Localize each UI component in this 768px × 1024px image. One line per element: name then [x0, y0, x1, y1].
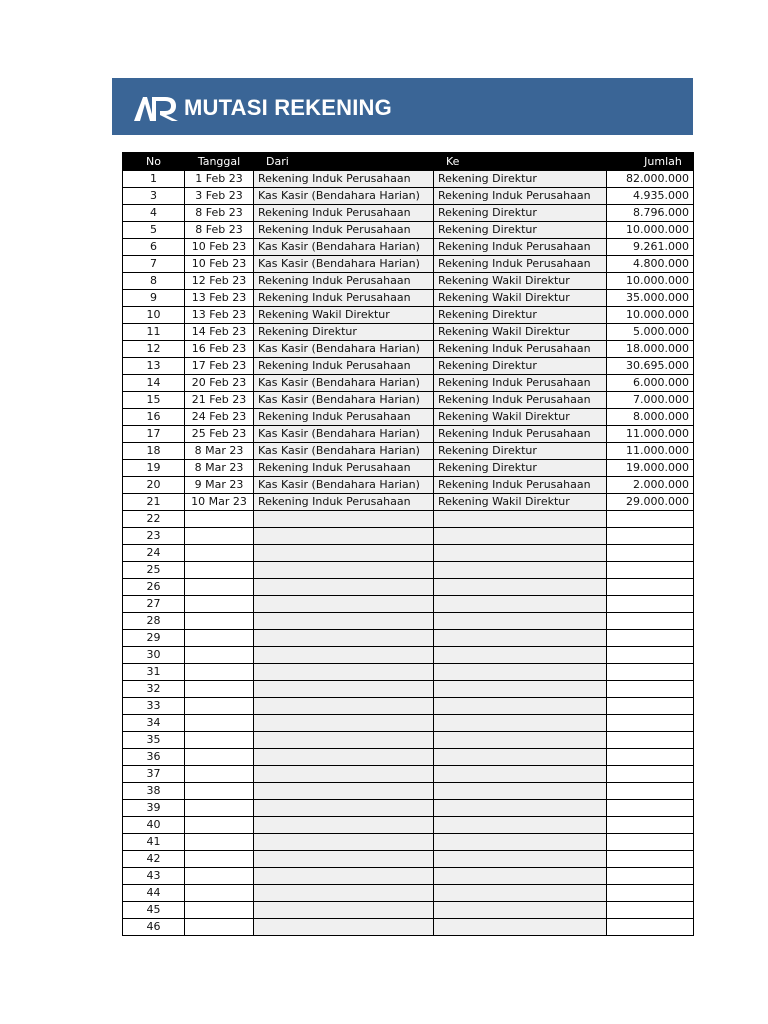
- cell-tanggal: 13 Feb 23: [185, 290, 254, 307]
- cell-ke: [434, 715, 607, 732]
- cell-dari: [254, 613, 434, 630]
- cell-ke: Rekening Direktur: [434, 307, 607, 324]
- cell-tanggal: 16 Feb 23: [185, 341, 254, 358]
- cell-tanggal: [185, 528, 254, 545]
- cell-jumlah: [607, 681, 694, 698]
- cell-jumlah: [607, 511, 694, 528]
- cell-tanggal: [185, 851, 254, 868]
- cell-dari: [254, 902, 434, 919]
- cell-no: 11: [123, 324, 185, 341]
- cell-dari: [254, 851, 434, 868]
- cell-no: 4: [123, 205, 185, 222]
- cell-no: 18: [123, 443, 185, 460]
- cell-jumlah: [607, 851, 694, 868]
- table-row: [123, 715, 694, 732]
- cell-tanggal: [185, 613, 254, 630]
- cell-tanggal: [185, 681, 254, 698]
- cell-ke: [434, 749, 607, 766]
- cell-ke: [434, 511, 607, 528]
- cell-tanggal: [185, 783, 254, 800]
- cell-no: 22: [123, 511, 185, 528]
- cell-tanggal: 3 Feb 23: [185, 188, 254, 205]
- cell-ke: [434, 885, 607, 902]
- cell-no: 37: [123, 766, 185, 783]
- cell-tanggal: [185, 885, 254, 902]
- cell-jumlah: 35.000.000: [607, 290, 694, 307]
- cell-jumlah: [607, 834, 694, 851]
- table-row: [123, 290, 694, 307]
- cell-ke: [434, 562, 607, 579]
- cell-tanggal: 8 Feb 23: [185, 222, 254, 239]
- cell-tanggal: 14 Feb 23: [185, 324, 254, 341]
- table-header-row: [123, 153, 694, 171]
- cell-tanggal: [185, 800, 254, 817]
- table-row: [123, 324, 694, 341]
- cell-dari: Rekening Induk Perusahaan: [254, 358, 434, 375]
- cell-tanggal: 9 Mar 23: [185, 477, 254, 494]
- cell-jumlah: 8.796.000: [607, 205, 694, 222]
- cell-dari: [254, 511, 434, 528]
- cell-jumlah: 11.000.000: [607, 426, 694, 443]
- cell-jumlah: 6.000.000: [607, 375, 694, 392]
- cell-dari: [254, 783, 434, 800]
- cell-tanggal: [185, 834, 254, 851]
- cell-no: 35: [123, 732, 185, 749]
- cell-ke: Rekening Induk Perusahaan: [434, 188, 607, 205]
- table-row: [123, 732, 694, 749]
- cell-tanggal: [185, 715, 254, 732]
- cell-no: 20: [123, 477, 185, 494]
- cell-jumlah: [607, 766, 694, 783]
- cell-dari: [254, 545, 434, 562]
- cell-jumlah: 8.000.000: [607, 409, 694, 426]
- table-row: [123, 766, 694, 783]
- ar-monogram-logo-icon: [132, 93, 180, 123]
- cell-no: 40: [123, 817, 185, 834]
- cell-tanggal: 1 Feb 23: [185, 171, 254, 188]
- cell-no: 41: [123, 834, 185, 851]
- cell-jumlah: [607, 885, 694, 902]
- cell-tanggal: [185, 630, 254, 647]
- cell-dari: Kas Kasir (Bendahara Harian): [254, 392, 434, 409]
- cell-no: 44: [123, 885, 185, 902]
- cell-no: 9: [123, 290, 185, 307]
- cell-jumlah: 4.800.000: [607, 256, 694, 273]
- cell-jumlah: [607, 868, 694, 885]
- cell-dari: Kas Kasir (Bendahara Harian): [254, 426, 434, 443]
- cell-tanggal: 20 Feb 23: [185, 375, 254, 392]
- cell-jumlah: 82.000.000: [607, 171, 694, 188]
- cell-jumlah: 29.000.000: [607, 494, 694, 511]
- cell-jumlah: [607, 732, 694, 749]
- cell-jumlah: 19.000.000: [607, 460, 694, 477]
- cell-no: 14: [123, 375, 185, 392]
- cell-jumlah: 10.000.000: [607, 222, 694, 239]
- cell-ke: Rekening Direktur: [434, 222, 607, 239]
- cell-no: 13: [123, 358, 185, 375]
- table-row: [123, 562, 694, 579]
- cell-ke: Rekening Induk Perusahaan: [434, 341, 607, 358]
- cell-jumlah: [607, 749, 694, 766]
- cell-jumlah: [607, 800, 694, 817]
- cell-no: 39: [123, 800, 185, 817]
- cell-tanggal: 8 Mar 23: [185, 443, 254, 460]
- table-row: [123, 358, 694, 375]
- cell-ke: [434, 902, 607, 919]
- cell-tanggal: [185, 596, 254, 613]
- cell-dari: [254, 562, 434, 579]
- table-row: [123, 528, 694, 545]
- cell-no: 16: [123, 409, 185, 426]
- cell-jumlah: 2.000.000: [607, 477, 694, 494]
- cell-ke: [434, 647, 607, 664]
- cell-no: 19: [123, 460, 185, 477]
- cell-dari: Kas Kasir (Bendahara Harian): [254, 443, 434, 460]
- cell-tanggal: 17 Feb 23: [185, 358, 254, 375]
- table-row: [123, 205, 694, 222]
- table-row: [123, 749, 694, 766]
- cell-dari: Kas Kasir (Bendahara Harian): [254, 239, 434, 256]
- cell-jumlah: [607, 613, 694, 630]
- cell-no: 10: [123, 307, 185, 324]
- table-row: [123, 188, 694, 205]
- cell-jumlah: 18.000.000: [607, 341, 694, 358]
- cell-dari: Rekening Induk Perusahaan: [254, 290, 434, 307]
- table-row: [123, 239, 694, 256]
- table-row: [123, 477, 694, 494]
- cell-jumlah: [607, 715, 694, 732]
- cell-tanggal: [185, 647, 254, 664]
- table-row: [123, 800, 694, 817]
- cell-tanggal: 10 Feb 23: [185, 239, 254, 256]
- cell-dari: Kas Kasir (Bendahara Harian): [254, 341, 434, 358]
- cell-dari: [254, 596, 434, 613]
- cell-dari: Rekening Induk Perusahaan: [254, 460, 434, 477]
- column-header-jumlah: Jumlah: [607, 153, 694, 171]
- cell-ke: [434, 698, 607, 715]
- cell-jumlah: [607, 596, 694, 613]
- cell-tanggal: [185, 511, 254, 528]
- cell-ke: [434, 783, 607, 800]
- cell-no: 5: [123, 222, 185, 239]
- cell-tanggal: 25 Feb 23: [185, 426, 254, 443]
- cell-no: 1: [123, 171, 185, 188]
- table-row: [123, 341, 694, 358]
- cell-no: 36: [123, 749, 185, 766]
- cell-ke: Rekening Wakil Direktur: [434, 273, 607, 290]
- table-row: [123, 545, 694, 562]
- table-row: [123, 885, 694, 902]
- table-row: [123, 494, 694, 511]
- cell-tanggal: [185, 579, 254, 596]
- cell-ke: Rekening Direktur: [434, 358, 607, 375]
- cell-dari: Kas Kasir (Bendahara Harian): [254, 375, 434, 392]
- cell-ke: Rekening Wakil Direktur: [434, 409, 607, 426]
- cell-no: 30: [123, 647, 185, 664]
- table-row: [123, 647, 694, 664]
- cell-tanggal: [185, 749, 254, 766]
- column-header-dari: Dari: [254, 153, 434, 171]
- cell-ke: Rekening Direktur: [434, 443, 607, 460]
- cell-no: 6: [123, 239, 185, 256]
- cell-jumlah: 4.935.000: [607, 188, 694, 205]
- table-row: [123, 409, 694, 426]
- cell-tanggal: [185, 664, 254, 681]
- table-row: [123, 613, 694, 630]
- cell-ke: [434, 613, 607, 630]
- cell-no: 33: [123, 698, 185, 715]
- cell-ke: Rekening Direktur: [434, 205, 607, 222]
- cell-jumlah: [607, 579, 694, 596]
- cell-dari: [254, 528, 434, 545]
- cell-jumlah: [607, 630, 694, 647]
- cell-no: 17: [123, 426, 185, 443]
- cell-tanggal: 13 Feb 23: [185, 307, 254, 324]
- cell-tanggal: [185, 919, 254, 936]
- mutasi-table: [122, 152, 694, 936]
- page-title: MUTASI REKENING: [184, 94, 392, 120]
- cell-no: 38: [123, 783, 185, 800]
- table-body: [123, 171, 694, 936]
- cell-ke: [434, 800, 607, 817]
- table-row: [123, 307, 694, 324]
- cell-tanggal: 8 Mar 23: [185, 460, 254, 477]
- cell-ke: Rekening Induk Perusahaan: [434, 375, 607, 392]
- cell-jumlah: 30.695.000: [607, 358, 694, 375]
- cell-dari: [254, 630, 434, 647]
- cell-ke: Rekening Wakil Direktur: [434, 494, 607, 511]
- cell-tanggal: [185, 817, 254, 834]
- cell-ke: Rekening Induk Perusahaan: [434, 256, 607, 273]
- cell-dari: Rekening Induk Perusahaan: [254, 205, 434, 222]
- cell-tanggal: [185, 545, 254, 562]
- cell-tanggal: 12 Feb 23: [185, 273, 254, 290]
- cell-no: 25: [123, 562, 185, 579]
- table-row: [123, 443, 694, 460]
- cell-dari: Rekening Induk Perusahaan: [254, 171, 434, 188]
- cell-jumlah: [607, 647, 694, 664]
- cell-ke: Rekening Direktur: [434, 460, 607, 477]
- table-row: [123, 273, 694, 290]
- cell-dari: Rekening Wakil Direktur: [254, 307, 434, 324]
- cell-dari: [254, 647, 434, 664]
- cell-ke: [434, 766, 607, 783]
- cell-no: 21: [123, 494, 185, 511]
- cell-no: 24: [123, 545, 185, 562]
- cell-no: 15: [123, 392, 185, 409]
- cell-tanggal: [185, 732, 254, 749]
- cell-ke: [434, 681, 607, 698]
- cell-dari: Kas Kasir (Bendahara Harian): [254, 256, 434, 273]
- cell-jumlah: 10.000.000: [607, 273, 694, 290]
- cell-no: 7: [123, 256, 185, 273]
- cell-ke: Rekening Induk Perusahaan: [434, 426, 607, 443]
- cell-tanggal: [185, 698, 254, 715]
- cell-dari: [254, 919, 434, 936]
- cell-ke: [434, 732, 607, 749]
- cell-jumlah: [607, 919, 694, 936]
- cell-dari: [254, 579, 434, 596]
- cell-tanggal: 8 Feb 23: [185, 205, 254, 222]
- table-row: [123, 511, 694, 528]
- cell-ke: Rekening Induk Perusahaan: [434, 392, 607, 409]
- column-header-tanggal: Tanggal: [185, 153, 254, 171]
- table-row: [123, 664, 694, 681]
- cell-dari: [254, 868, 434, 885]
- cell-tanggal: 24 Feb 23: [185, 409, 254, 426]
- table-row: [123, 681, 694, 698]
- cell-no: 28: [123, 613, 185, 630]
- cell-ke: [434, 545, 607, 562]
- cell-ke: [434, 919, 607, 936]
- cell-jumlah: 7.000.000: [607, 392, 694, 409]
- cell-dari: [254, 749, 434, 766]
- cell-dari: [254, 766, 434, 783]
- cell-ke: [434, 868, 607, 885]
- cell-jumlah: [607, 902, 694, 919]
- cell-no: 32: [123, 681, 185, 698]
- cell-jumlah: [607, 562, 694, 579]
- column-header-no: No: [123, 153, 185, 171]
- cell-ke: Rekening Wakil Direktur: [434, 290, 607, 307]
- cell-dari: Rekening Induk Perusahaan: [254, 494, 434, 511]
- table-row: [123, 902, 694, 919]
- cell-jumlah: 9.261.000: [607, 239, 694, 256]
- cell-dari: [254, 800, 434, 817]
- cell-no: 42: [123, 851, 185, 868]
- cell-ke: [434, 596, 607, 613]
- cell-jumlah: 11.000.000: [607, 443, 694, 460]
- cell-no: 29: [123, 630, 185, 647]
- cell-ke: Rekening Induk Perusahaan: [434, 477, 607, 494]
- cell-ke: [434, 579, 607, 596]
- cell-tanggal: 21 Feb 23: [185, 392, 254, 409]
- cell-no: 27: [123, 596, 185, 613]
- cell-jumlah: [607, 698, 694, 715]
- cell-jumlah: [607, 817, 694, 834]
- cell-dari: [254, 715, 434, 732]
- cell-no: 12: [123, 341, 185, 358]
- cell-jumlah: [607, 545, 694, 562]
- cell-jumlah: [607, 528, 694, 545]
- table-row: [123, 375, 694, 392]
- cell-ke: [434, 664, 607, 681]
- cell-no: 8: [123, 273, 185, 290]
- cell-jumlah: [607, 664, 694, 681]
- cell-ke: [434, 528, 607, 545]
- table-row: [123, 460, 694, 477]
- table-row: [123, 834, 694, 851]
- cell-no: 23: [123, 528, 185, 545]
- table-row: [123, 392, 694, 409]
- cell-dari: Kas Kasir (Bendahara Harian): [254, 477, 434, 494]
- table-row: [123, 817, 694, 834]
- table-row: [123, 426, 694, 443]
- cell-dari: Rekening Induk Perusahaan: [254, 409, 434, 426]
- table-row: [123, 222, 694, 239]
- cell-tanggal: [185, 868, 254, 885]
- cell-no: 45: [123, 902, 185, 919]
- cell-jumlah: 5.000.000: [607, 324, 694, 341]
- cell-no: 43: [123, 868, 185, 885]
- cell-tanggal: [185, 562, 254, 579]
- cell-dari: Rekening Direktur: [254, 324, 434, 341]
- cell-no: 46: [123, 919, 185, 936]
- cell-ke: [434, 834, 607, 851]
- cell-tanggal: 10 Mar 23: [185, 494, 254, 511]
- table-row: [123, 596, 694, 613]
- cell-no: 26: [123, 579, 185, 596]
- table-row: [123, 171, 694, 188]
- table-row: [123, 919, 694, 936]
- table-row: [123, 868, 694, 885]
- table-row: [123, 256, 694, 273]
- table-row: [123, 783, 694, 800]
- cell-dari: [254, 681, 434, 698]
- cell-dari: [254, 834, 434, 851]
- cell-dari: [254, 664, 434, 681]
- table-row: [123, 579, 694, 596]
- cell-ke: [434, 630, 607, 647]
- cell-tanggal: 10 Feb 23: [185, 256, 254, 273]
- cell-dari: [254, 885, 434, 902]
- cell-dari: [254, 698, 434, 715]
- cell-ke: Rekening Induk Perusahaan: [434, 239, 607, 256]
- cell-ke: [434, 851, 607, 868]
- cell-dari: [254, 817, 434, 834]
- cell-dari: [254, 732, 434, 749]
- table-row: [123, 698, 694, 715]
- table-row: [123, 851, 694, 868]
- cell-dari: Rekening Induk Perusahaan: [254, 222, 434, 239]
- column-header-ke: Ke: [434, 153, 607, 171]
- cell-no: 31: [123, 664, 185, 681]
- cell-jumlah: 10.000.000: [607, 307, 694, 324]
- cell-dari: Kas Kasir (Bendahara Harian): [254, 188, 434, 205]
- cell-jumlah: [607, 783, 694, 800]
- cell-no: 3: [123, 188, 185, 205]
- table-row: [123, 630, 694, 647]
- cell-ke: [434, 817, 607, 834]
- header-banner: [112, 78, 693, 135]
- cell-ke: Rekening Wakil Direktur: [434, 324, 607, 341]
- cell-ke: Rekening Direktur: [434, 171, 607, 188]
- cell-tanggal: [185, 766, 254, 783]
- cell-dari: Rekening Induk Perusahaan: [254, 273, 434, 290]
- cell-tanggal: [185, 902, 254, 919]
- cell-no: 34: [123, 715, 185, 732]
